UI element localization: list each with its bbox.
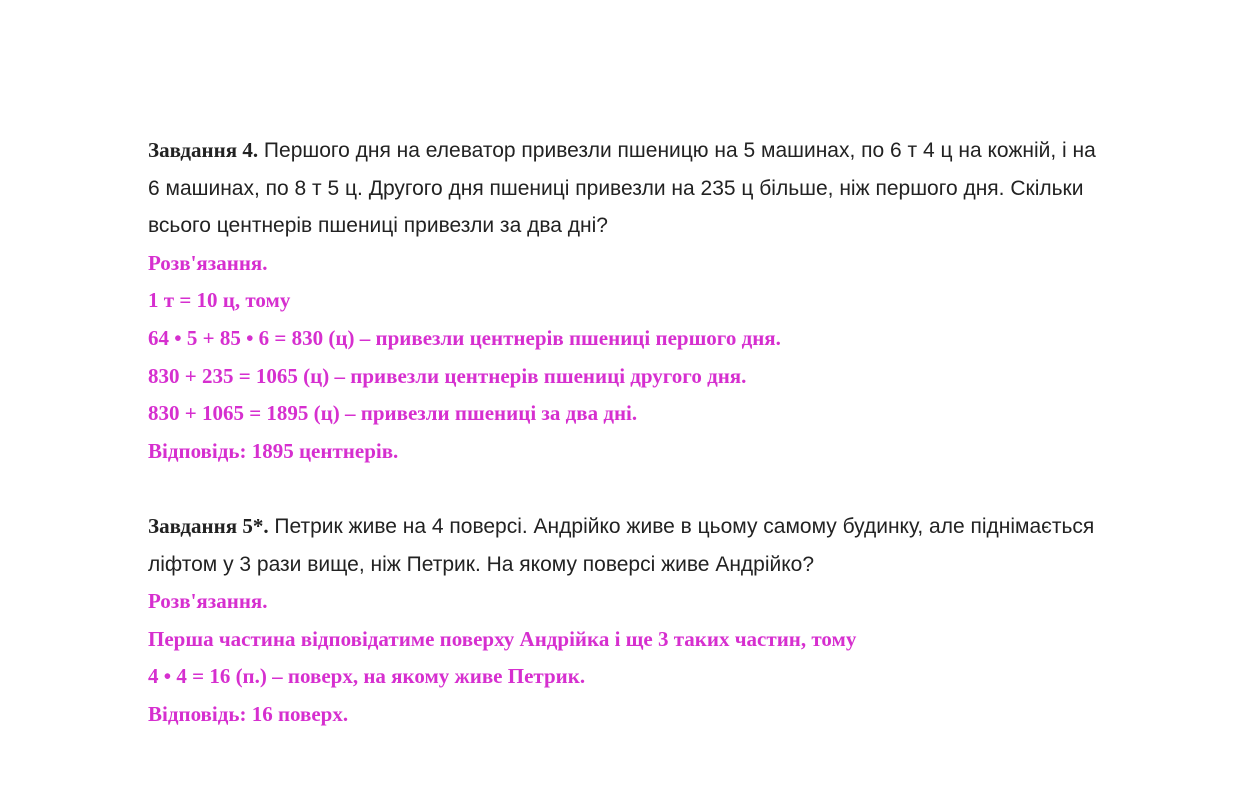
- task4-line-3: [148, 207, 1148, 245]
- task5-solution-heading: Розв'язання.: [148, 589, 268, 614]
- task4-solution-step: 830 + 235 = 1065 (ц) – привезли центнерів пшениці другого дня.: [148, 363, 747, 388]
- document-page: [148, 132, 1148, 734]
- task5-line-2: [148, 546, 1148, 584]
- task5-solution-step: Перша частина відповідатиме поверху Андрійка і ще 3 таких частин, тому: [148, 626, 857, 651]
- task5-solution-step: 4 • 4 = 16 (п.) – поверх, на якому живе Петрик.: [148, 664, 586, 689]
- task4-solution-step: 1 т = 10 ц, тому: [148, 288, 291, 313]
- task4-solution-heading: Розв'язання.: [148, 250, 268, 275]
- task5-text-line: ліфтом у 3 рази вище, ніж Петрик. На якому поверсі живе Андрійко?: [148, 552, 815, 576]
- task4-solution-step: 830 + 1065 = 1895 (ц) – привезли пшениці за два дні.: [148, 401, 638, 426]
- task5-label: Завдання 5*.: [148, 513, 269, 538]
- task4-solution-step: 64 • 5 + 85 • 6 = 830 (ц) – привезли центнерів пшениці першого дня.: [148, 325, 781, 350]
- task5-text-line: Петрик живе на 4 поверсі. Андрійко живе в цьому самому будинку, але піднімається: [268, 514, 1095, 538]
- task5-answer: Відповідь: 16 поверх.: [148, 701, 349, 726]
- task5-line-1: [148, 508, 1148, 546]
- task4-answer: Відповідь: 1895 центнерів.: [148, 438, 399, 463]
- task4-text-line: всього центнерів пшениці привезли за два дні?: [148, 214, 608, 238]
- task4-label: Завдання 4.: [148, 138, 259, 162]
- task4-line-1: [148, 132, 1148, 170]
- task4-text-line: 6 машинах, по 8 т 5 ц. Другого дня пшениці привезли на 235 ц більше, ніж першого дня. Скільки: [148, 176, 1084, 200]
- task4-line-2: [148, 170, 1148, 208]
- task4-text-line: Першого дня на елеватор привезли пшеницю на 5 машинах, по 6 т 4 ц на кожній, і на: [258, 139, 1096, 162]
- section-gap: [148, 470, 1148, 508]
